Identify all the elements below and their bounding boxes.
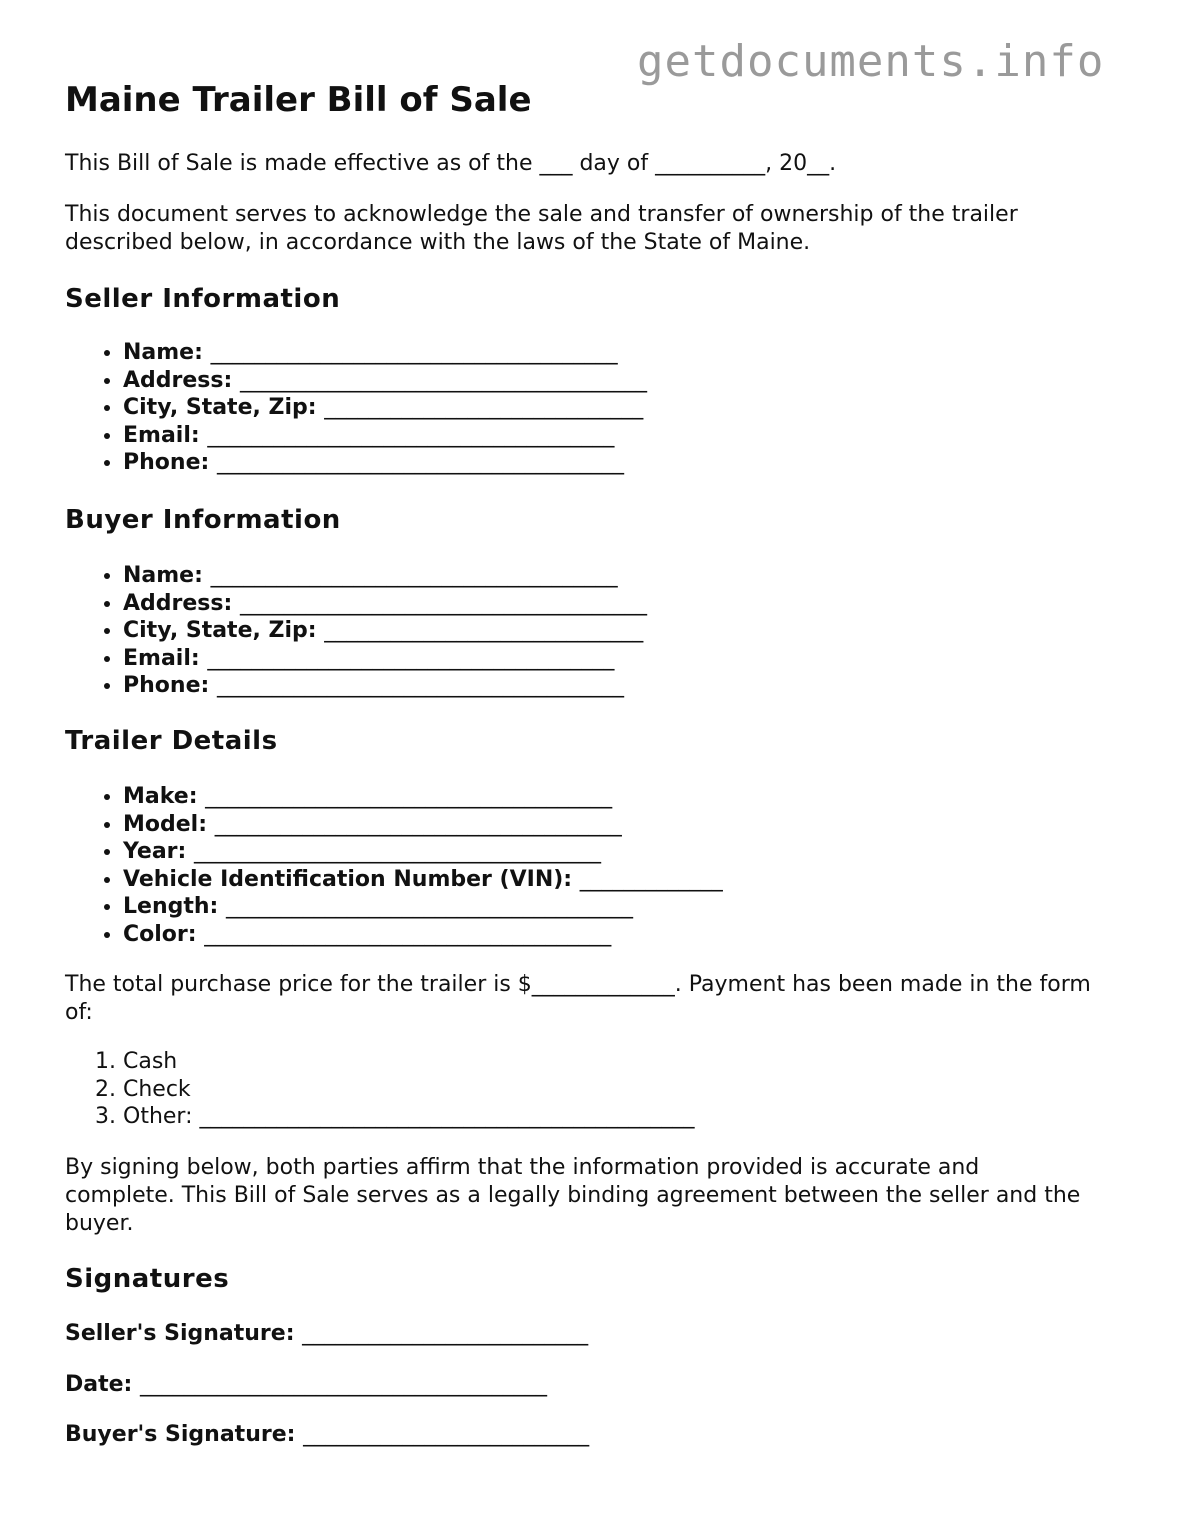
field-label: Phone:: [123, 673, 210, 699]
buyer-city-state-zip-field: [123, 617, 647, 645]
field-label: Model:: [123, 811, 208, 837]
trailer-model-field: [123, 811, 723, 839]
field-label: Name:: [123, 340, 203, 365]
seller-name-blank[interactable]: _____________________________________: [210, 340, 618, 365]
field-label: Address:: [123, 367, 233, 393]
payment-option-cash[interactable]: 1. Cash: [123, 1048, 694, 1076]
buyer-heading: Buyer Information: [65, 505, 341, 535]
field-label: Name:: [123, 563, 203, 588]
seller-signature-label: Seller's Signature:: [65, 1321, 295, 1346]
trailer-length-blank[interactable]: _____________________________________: [226, 894, 633, 920]
seller-email-blank[interactable]: _____________________________________: [207, 422, 615, 448]
payment-option-check[interactable]: 2. Check: [123, 1076, 694, 1104]
field-label: Length:: [123, 894, 219, 920]
trailer-make-field: [123, 783, 723, 811]
field-label: Address:: [123, 590, 233, 616]
field-label: City, State, Zip:: [123, 618, 317, 644]
trailer-heading: Trailer Details: [65, 726, 278, 756]
field-label: Year:: [123, 839, 187, 865]
buyer-city-state-zip-blank[interactable]: _____________________________: [324, 618, 644, 644]
trailer-year-field: [123, 838, 723, 866]
buyer-signature-label: Buyer's Signature:: [65, 1422, 296, 1447]
seller-phone-blank[interactable]: _____________________________________: [216, 450, 624, 476]
buyer-name-blank[interactable]: _____________________________________: [210, 563, 618, 588]
seller-city-state-zip-blank[interactable]: _____________________________: [324, 395, 644, 421]
field-label: Phone:: [123, 450, 210, 476]
buyer-signature-blank[interactable]: __________________________: [303, 1422, 590, 1447]
trailer-year-blank[interactable]: _____________________________________: [194, 839, 601, 865]
seller-phone-field: [123, 449, 647, 477]
watermark: getdocuments.info: [637, 36, 1105, 87]
date-label: Date:: [65, 1372, 133, 1397]
trailer-field-list: [65, 783, 723, 949]
buyer-email-blank[interactable]: _____________________________________: [207, 645, 615, 671]
payment-option-other[interactable]: 3. Other: _____________________________________________: [123, 1103, 694, 1131]
date-line: [65, 1372, 547, 1397]
buyer-email-field: [123, 645, 647, 673]
payment-method-list: [65, 1048, 694, 1131]
buyer-signature-line: [65, 1422, 589, 1447]
buyer-name-field: [123, 562, 647, 590]
seller-heading: Seller Information: [65, 284, 341, 314]
seller-address-field: [123, 367, 647, 395]
purpose-paragraph: This document serves to acknowledge the sale and transfer of ownership of the trailer described below, in accordance with the laws of the State of Maine.: [65, 202, 1018, 255]
seller-signature-blank[interactable]: __________________________: [302, 1321, 589, 1346]
seller-email-field: [123, 422, 647, 450]
field-label: Email:: [123, 645, 200, 671]
effective-date-line: This Bill of Sale is made effective as of the ___ day of __________, 20__.: [65, 151, 837, 176]
trailer-color-field: [123, 921, 723, 949]
seller-city-state-zip-field: [123, 394, 647, 422]
purchase-price-paragraph: The total purchase price for the trailer is $_____________. Payment has been made in the form of:: [65, 972, 1091, 1025]
trailer-vin-blank[interactable]: _____________: [579, 866, 723, 892]
trailer-length-field: [123, 893, 723, 921]
trailer-vin-field: [123, 866, 723, 894]
signatures-heading: Signatures: [65, 1264, 230, 1294]
buyer-phone-field: [123, 672, 647, 700]
field-label: Vehicle Identification Number (VIN):: [123, 866, 573, 892]
seller-address-blank[interactable]: _____________________________________: [239, 367, 647, 393]
seller-field-list: [65, 339, 647, 477]
affirmation-paragraph: By signing below, both parties affirm that the information provided is accurate and complete. This Bill of Sale serves as a legally binding agreement between the seller and the buyer.: [65, 1155, 1081, 1236]
buyer-field-list: [65, 562, 647, 700]
field-label: City, State, Zip:: [123, 395, 317, 421]
trailer-color-blank[interactable]: _____________________________________: [204, 921, 612, 947]
seller-name-field: [123, 339, 647, 367]
field-label: Email:: [123, 422, 200, 448]
trailer-model-blank[interactable]: _____________________________________: [214, 811, 622, 837]
buyer-address-blank[interactable]: _____________________________________: [239, 590, 647, 616]
buyer-phone-blank[interactable]: _____________________________________: [216, 673, 624, 699]
field-label: Color:: [123, 921, 197, 947]
trailer-make-blank[interactable]: _____________________________________: [205, 784, 613, 809]
buyer-address-field: [123, 590, 647, 618]
seller-signature-line: [65, 1321, 588, 1346]
date-blank[interactable]: _____________________________________: [140, 1372, 548, 1397]
page-title: Maine Trailer Bill of Sale: [65, 80, 532, 120]
field-label: Make:: [123, 784, 198, 809]
